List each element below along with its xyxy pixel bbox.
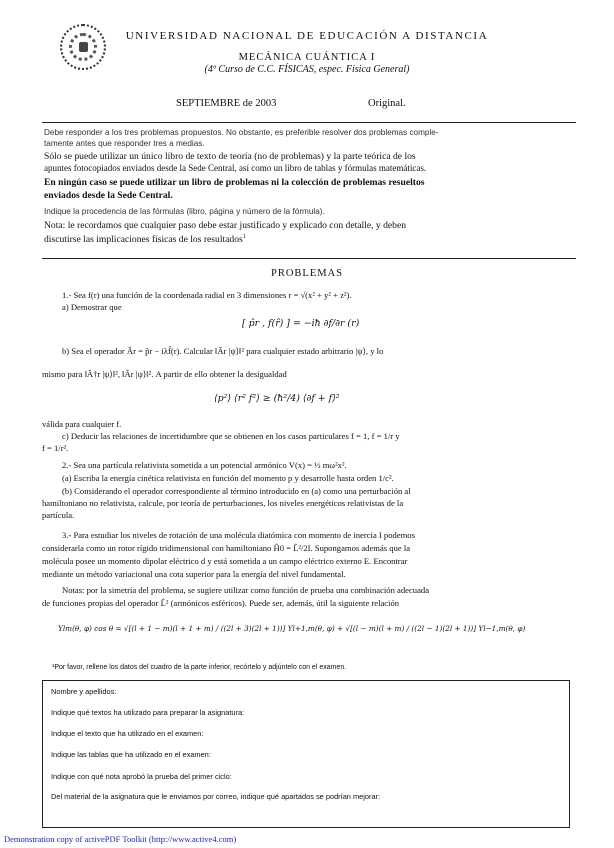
instruction-text: apuntes fotocopiados enviados desde la Sede Central, así como un libro de tablas y fórmulas matemáticas.	[44, 163, 427, 173]
exam-date: SEPTIEMBRE de 2003	[176, 98, 277, 109]
problem-3-equation: Ylm(θ, φ) cos θ = √[(l + 1 − m)(l + 1 + m) / ((2l + 3)(2l + 1))] Yl+1,m(θ, φ) + √[(l − m)(l + m) / ((2l − 1)(2l + 1))] Yl−1,m(θ, φ)	[58, 624, 526, 633]
problem-3-text: molécula posee un momento dipolar eléctrico d y está sometida a un campo eléctrico externo E. Encontrar	[42, 556, 408, 566]
problem-1-equation-2: ⟨p²⟩ ⟨r² f²⟩ ≥ (ħ²/4) ⟨∂f + f⟩²	[214, 393, 340, 404]
problem-2-intro: 2.- Sea una partícula relativista sometida a un potencial armónico V(x) = ½ mω²x².	[62, 460, 347, 470]
problem-1-part-a: a) Demostrar que	[62, 302, 122, 312]
university-name: UNIVERSIDAD NACIONAL DE EDUCACIÓN A DISTANCIA	[125, 30, 489, 42]
form-field-texts-used[interactable]: Indique qué textos ha utilizado para preparar la asignatura:	[51, 708, 245, 717]
problem-3-text: considerarla como un rotor rígido tridimensional con hamiltoniano Ĥ0 = L̂²/2I. Supongamos además que la	[42, 543, 411, 553]
form-field-name[interactable]: Nombre y apellidos:	[51, 687, 117, 696]
form-field-improvements[interactable]: Del material de la asignatura que le enviamos por correo, indique qué apartados se podrían mejorar:	[51, 792, 381, 801]
problem-1-text: válida para cualquier f.	[42, 419, 122, 429]
problem-1-equation-1: [ p̂r , f(r̂) ] = −iħ ∂f/∂r (r)	[242, 318, 360, 329]
problem-3-notes: de funciones propias del operador L̂² (armónicos esféricos). Puede ser, además, útil la siguiente relación	[42, 598, 400, 608]
problem-2-part-a: (a) Escriba la energía cinética relativista en función del momento p y desarrolle hasta orden 1/c².	[62, 473, 394, 483]
form-field-tables[interactable]: Indique las tablas que ha utilizado en el examen:	[51, 750, 211, 759]
note-text: Nota: le recordamos que cualquier paso debe estar justificado y explicado con detalle, y deben	[44, 220, 407, 231]
instruction-text: tamente antes que responder tres a medias.	[44, 139, 205, 148]
instruction-text: enviados desde la Sede Central.	[44, 190, 173, 201]
divider	[42, 122, 576, 123]
problem-1-intro: 1.- Sea f(r) una función de la coordenada radial en 3 dimensiones r = √(x² + y² + z²).	[62, 290, 352, 300]
problem-3-text: mediante un método variacional una cota superior para la energía del nivel fundamental.	[42, 569, 346, 579]
course-subtitle: (4º Curso de C.C. FÍSICAS, espec. Física General)	[204, 64, 410, 75]
watermark-link[interactable]: Demonstration copy of activePDF Toolkit (http://www.active4.com)	[4, 834, 237, 844]
footnote: ¹Por favor, rellene los datos del cuadro de la parte inferior, recórtelo y adjúntelo con el examen.	[52, 664, 347, 671]
exam-type: Original.	[368, 98, 406, 109]
problem-3-text: 3.- Para estudiar los niveles de rotación de una molécula diatómica con momento de inercia I podemos	[62, 530, 415, 540]
divider	[42, 258, 576, 259]
student-info-form	[42, 680, 570, 828]
problem-2-part-b: hamiltoniano no relativista, calcule, por teoría de perturbaciones, los niveles energéticos relativistas de la	[42, 498, 404, 508]
section-title: PROBLEMAS	[270, 268, 343, 279]
instruction-text: Indique la procedencia de las fórmulas (libro, página y número de la fórmula).	[44, 207, 325, 216]
problem-3-notes: Notas: por la simetría del problema, se sugiere utilizar como función de prueba una combinación adecuada	[62, 585, 430, 595]
form-field-exam-text[interactable]: Indique el texto que ha utilizado en el examen:	[51, 729, 204, 738]
note-text: discutirse las implicaciones físicas de los resultados$^1$	[44, 233, 247, 246]
instruction-text: Debe responder a los tres problemas propuestos. No obstante, es preferible resolver dos problemas comple-	[44, 128, 439, 137]
form-field-first-cycle-grade[interactable]: Indique con qué nota aprobó la prueba del primer ciclo:	[51, 772, 232, 781]
problem-2-part-b: (b) Considerando el operador correspondiente al término introducido en (a) como una perturbación al	[62, 486, 411, 496]
problem-1-part-b: b) Sea el operador Âr = p̂r − iλf̂(r). Calcular ‖Âr |ψ⟩‖² para cualquier estado arbitrario |ψ⟩, y lo	[62, 346, 384, 356]
problem-1-part-c: c) Deducir las relaciones de incertidumbre que se obtienen en los casos particulares f = 1, f = 1/r y	[62, 431, 400, 441]
problem-1-part-b: mismo para ‖Â†r |ψ⟩‖², ‖Âr |ψ⟩‖². A partir de ello obtener la desigualdad	[42, 369, 287, 379]
problem-2-part-b: partícula.	[42, 510, 75, 520]
course-title: MECÁNICA CUÁNTICA I	[238, 52, 376, 63]
instruction-text: En ningún caso se puede utilizar un libro de problemas ni la colección de problemas resueltos	[44, 177, 425, 188]
instruction-text: Sólo se puede utilizar un único libro de texto de teoría (no de problemas) y la parte teórica de los	[44, 151, 416, 162]
problem-1-part-c: f = 1/r².	[42, 443, 69, 453]
